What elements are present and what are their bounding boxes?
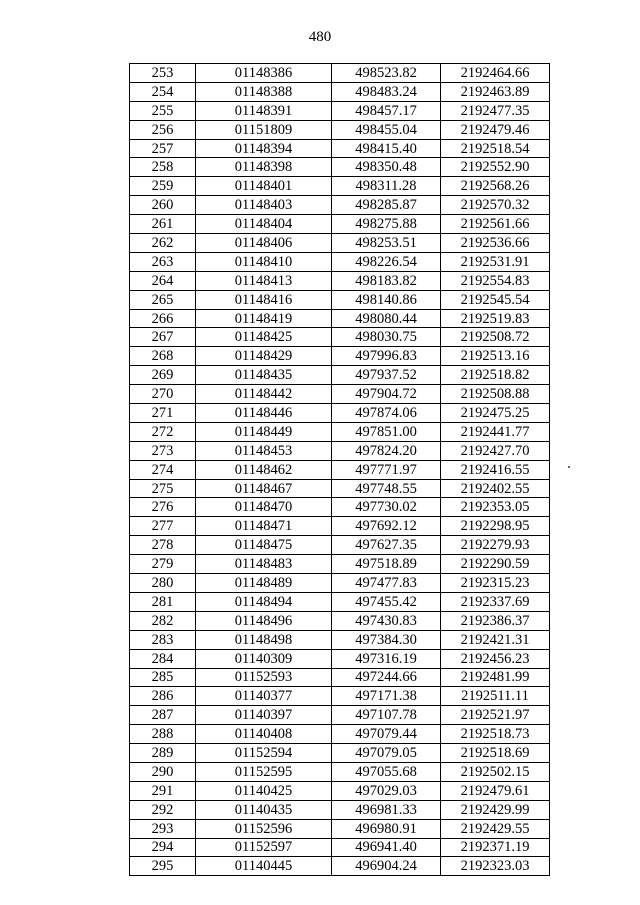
id-cell: 01140408 [196, 725, 332, 744]
coordinates-table [129, 63, 550, 876]
y-coordinate-cell: 2192518.73 [441, 725, 550, 744]
table-row [130, 196, 550, 215]
id-cell: 01140309 [196, 649, 332, 668]
y-coordinate-cell: 2192429.55 [441, 819, 550, 838]
table-row [130, 64, 550, 83]
table-row [130, 215, 550, 234]
row-index-cell: 257 [130, 139, 196, 158]
row-index-cell: 281 [130, 592, 196, 611]
id-cell: 01148386 [196, 64, 332, 83]
table-row [130, 668, 550, 687]
x-coordinate-cell: 497055.68 [332, 762, 441, 781]
x-coordinate-cell: 498350.48 [332, 158, 441, 177]
table-row [130, 574, 550, 593]
id-cell: 01140435 [196, 800, 332, 819]
x-coordinate-cell: 496904.24 [332, 857, 441, 876]
row-index-cell: 254 [130, 82, 196, 101]
id-cell: 01140445 [196, 857, 332, 876]
table-row [130, 441, 550, 460]
id-cell: 01148429 [196, 347, 332, 366]
id-cell: 01148419 [196, 309, 332, 328]
stray-mark [568, 466, 570, 468]
row-index-cell: 286 [130, 687, 196, 706]
table-row [130, 744, 550, 763]
row-index-cell: 280 [130, 574, 196, 593]
y-coordinate-cell: 2192570.32 [441, 196, 550, 215]
id-cell: 01148446 [196, 404, 332, 423]
id-cell: 01152594 [196, 744, 332, 763]
x-coordinate-cell: 498253.51 [332, 234, 441, 253]
y-coordinate-cell: 2192481.99 [441, 668, 550, 687]
row-index-cell: 256 [130, 120, 196, 139]
x-coordinate-cell: 497029.03 [332, 781, 441, 800]
y-coordinate-cell: 2192475.25 [441, 404, 550, 423]
x-coordinate-cell: 498030.75 [332, 328, 441, 347]
id-cell: 01152593 [196, 668, 332, 687]
x-coordinate-cell: 498183.82 [332, 271, 441, 290]
y-coordinate-cell: 2192519.83 [441, 309, 550, 328]
y-coordinate-cell: 2192508.72 [441, 328, 550, 347]
x-coordinate-cell: 497107.78 [332, 706, 441, 725]
x-coordinate-cell: 496980.91 [332, 819, 441, 838]
y-coordinate-cell: 2192429.99 [441, 800, 550, 819]
table-row [130, 592, 550, 611]
row-index-cell: 287 [130, 706, 196, 725]
y-coordinate-cell: 2192441.77 [441, 422, 550, 441]
table-row [130, 857, 550, 876]
y-coordinate-cell: 2192554.83 [441, 271, 550, 290]
y-coordinate-cell: 2192536.66 [441, 234, 550, 253]
row-index-cell: 261 [130, 215, 196, 234]
table-row [130, 479, 550, 498]
id-cell: 01140425 [196, 781, 332, 800]
x-coordinate-cell: 497384.30 [332, 630, 441, 649]
x-coordinate-cell: 496941.40 [332, 838, 441, 857]
x-coordinate-cell: 498455.04 [332, 120, 441, 139]
table-row [130, 630, 550, 649]
y-coordinate-cell: 2192456.23 [441, 649, 550, 668]
y-coordinate-cell: 2192290.59 [441, 555, 550, 574]
y-coordinate-cell: 2192531.91 [441, 252, 550, 271]
id-cell: 01151809 [196, 120, 332, 139]
table-row [130, 460, 550, 479]
table-row [130, 290, 550, 309]
x-coordinate-cell: 497518.89 [332, 555, 441, 574]
table-row [130, 385, 550, 404]
x-coordinate-cell: 497771.97 [332, 460, 441, 479]
y-coordinate-cell: 2192477.35 [441, 101, 550, 120]
id-cell: 01148413 [196, 271, 332, 290]
y-coordinate-cell: 2192552.90 [441, 158, 550, 177]
y-coordinate-cell: 2192279.93 [441, 536, 550, 555]
table-row [130, 517, 550, 536]
table-row [130, 781, 550, 800]
id-cell: 01148483 [196, 555, 332, 574]
id-cell: 01148475 [196, 536, 332, 555]
y-coordinate-cell: 2192511.11 [441, 687, 550, 706]
table-row [130, 838, 550, 857]
row-index-cell: 253 [130, 64, 196, 83]
x-coordinate-cell: 498483.24 [332, 82, 441, 101]
y-coordinate-cell: 2192568.26 [441, 177, 550, 196]
x-coordinate-cell: 498523.82 [332, 64, 441, 83]
row-index-cell: 269 [130, 366, 196, 385]
x-coordinate-cell: 497937.52 [332, 366, 441, 385]
id-cell: 01148496 [196, 611, 332, 630]
y-coordinate-cell: 2192402.55 [441, 479, 550, 498]
id-cell: 01148410 [196, 252, 332, 271]
y-coordinate-cell: 2192298.95 [441, 517, 550, 536]
x-coordinate-cell: 497627.35 [332, 536, 441, 555]
table-row [130, 649, 550, 668]
table-row [130, 611, 550, 630]
y-coordinate-cell: 2192337.69 [441, 592, 550, 611]
x-coordinate-cell: 498140.86 [332, 290, 441, 309]
x-coordinate-cell: 497996.83 [332, 347, 441, 366]
id-cell: 01148498 [196, 630, 332, 649]
table-row [130, 366, 550, 385]
row-index-cell: 260 [130, 196, 196, 215]
row-index-cell: 258 [130, 158, 196, 177]
row-index-cell: 273 [130, 441, 196, 460]
y-coordinate-cell: 2192479.61 [441, 781, 550, 800]
id-cell: 01148391 [196, 101, 332, 120]
id-cell: 01152595 [196, 762, 332, 781]
id-cell: 01148394 [196, 139, 332, 158]
id-cell: 01152596 [196, 819, 332, 838]
row-index-cell: 263 [130, 252, 196, 271]
id-cell: 01148406 [196, 234, 332, 253]
y-coordinate-cell: 2192561.66 [441, 215, 550, 234]
id-cell: 01148467 [196, 479, 332, 498]
y-coordinate-cell: 2192416.55 [441, 460, 550, 479]
row-index-cell: 284 [130, 649, 196, 668]
id-cell: 01148404 [196, 215, 332, 234]
y-coordinate-cell: 2192521.97 [441, 706, 550, 725]
table-body [130, 64, 550, 876]
row-index-cell: 294 [130, 838, 196, 857]
x-coordinate-cell: 498285.87 [332, 196, 441, 215]
x-coordinate-cell: 497824.20 [332, 441, 441, 460]
id-cell: 01140397 [196, 706, 332, 725]
y-coordinate-cell: 2192323.03 [441, 857, 550, 876]
x-coordinate-cell: 497730.02 [332, 498, 441, 517]
row-index-cell: 271 [130, 404, 196, 423]
row-index-cell: 274 [130, 460, 196, 479]
y-coordinate-cell: 2192427.70 [441, 441, 550, 460]
x-coordinate-cell: 497079.05 [332, 744, 441, 763]
page-number: 480 [308, 29, 332, 45]
y-coordinate-cell: 2192463.89 [441, 82, 550, 101]
table-row [130, 234, 550, 253]
id-cell: 01148401 [196, 177, 332, 196]
y-coordinate-cell: 2192353.05 [441, 498, 550, 517]
x-coordinate-cell: 497171.38 [332, 687, 441, 706]
table-row [130, 800, 550, 819]
x-coordinate-cell: 498080.44 [332, 309, 441, 328]
x-coordinate-cell: 498415.40 [332, 139, 441, 158]
y-coordinate-cell: 2192315.23 [441, 574, 550, 593]
y-coordinate-cell: 2192545.54 [441, 290, 550, 309]
table-row [130, 404, 550, 423]
row-index-cell: 295 [130, 857, 196, 876]
id-cell: 01148470 [196, 498, 332, 517]
table-row [130, 82, 550, 101]
x-coordinate-cell: 498311.28 [332, 177, 441, 196]
table-row [130, 120, 550, 139]
table-row [130, 139, 550, 158]
id-cell: 01148435 [196, 366, 332, 385]
table-row [130, 101, 550, 120]
row-index-cell: 285 [130, 668, 196, 687]
y-coordinate-cell: 2192518.69 [441, 744, 550, 763]
y-coordinate-cell: 2192386.37 [441, 611, 550, 630]
id-cell: 01148471 [196, 517, 332, 536]
id-cell: 01148489 [196, 574, 332, 593]
row-index-cell: 279 [130, 555, 196, 574]
id-cell: 01148403 [196, 196, 332, 215]
table-row [130, 158, 550, 177]
table-row [130, 271, 550, 290]
id-cell: 01140377 [196, 687, 332, 706]
row-index-cell: 293 [130, 819, 196, 838]
table-row [130, 687, 550, 706]
table-row [130, 536, 550, 555]
row-index-cell: 272 [130, 422, 196, 441]
x-coordinate-cell: 497477.83 [332, 574, 441, 593]
y-coordinate-cell: 2192371.19 [441, 838, 550, 857]
row-index-cell: 292 [130, 800, 196, 819]
x-coordinate-cell: 496981.33 [332, 800, 441, 819]
row-index-cell: 283 [130, 630, 196, 649]
row-index-cell: 290 [130, 762, 196, 781]
y-coordinate-cell: 2192513.16 [441, 347, 550, 366]
x-coordinate-cell: 498226.54 [332, 252, 441, 271]
x-coordinate-cell: 497851.00 [332, 422, 441, 441]
id-cell: 01148442 [196, 385, 332, 404]
row-index-cell: 291 [130, 781, 196, 800]
y-coordinate-cell: 2192518.54 [441, 139, 550, 158]
row-index-cell: 268 [130, 347, 196, 366]
table-row [130, 309, 550, 328]
table-row [130, 422, 550, 441]
id-cell: 01152597 [196, 838, 332, 857]
x-coordinate-cell: 498275.88 [332, 215, 441, 234]
table-row [130, 177, 550, 196]
row-index-cell: 267 [130, 328, 196, 347]
id-cell: 01148494 [196, 592, 332, 611]
y-coordinate-cell: 2192464.66 [441, 64, 550, 83]
row-index-cell: 264 [130, 271, 196, 290]
id-cell: 01148388 [196, 82, 332, 101]
id-cell: 01148425 [196, 328, 332, 347]
id-cell: 01148398 [196, 158, 332, 177]
table-row [130, 725, 550, 744]
y-coordinate-cell: 2192479.46 [441, 120, 550, 139]
x-coordinate-cell: 497455.42 [332, 592, 441, 611]
y-coordinate-cell: 2192518.82 [441, 366, 550, 385]
x-coordinate-cell: 497692.12 [332, 517, 441, 536]
x-coordinate-cell: 497748.55 [332, 479, 441, 498]
id-cell: 01148449 [196, 422, 332, 441]
row-index-cell: 265 [130, 290, 196, 309]
row-index-cell: 255 [130, 101, 196, 120]
table-row [130, 498, 550, 517]
row-index-cell: 270 [130, 385, 196, 404]
x-coordinate-cell: 497874.06 [332, 404, 441, 423]
table-row [130, 252, 550, 271]
y-coordinate-cell: 2192508.88 [441, 385, 550, 404]
table-row [130, 555, 550, 574]
row-index-cell: 277 [130, 517, 196, 536]
x-coordinate-cell: 497904.72 [332, 385, 441, 404]
row-index-cell: 278 [130, 536, 196, 555]
row-index-cell: 259 [130, 177, 196, 196]
row-index-cell: 289 [130, 744, 196, 763]
x-coordinate-cell: 497079.44 [332, 725, 441, 744]
row-index-cell: 262 [130, 234, 196, 253]
row-index-cell: 288 [130, 725, 196, 744]
x-coordinate-cell: 498457.17 [332, 101, 441, 120]
row-index-cell: 275 [130, 479, 196, 498]
table-row [130, 819, 550, 838]
row-index-cell: 266 [130, 309, 196, 328]
id-cell: 01148462 [196, 460, 332, 479]
table-row [130, 347, 550, 366]
x-coordinate-cell: 497316.19 [332, 649, 441, 668]
table-row [130, 328, 550, 347]
y-coordinate-cell: 2192502.15 [441, 762, 550, 781]
table-row [130, 762, 550, 781]
id-cell: 01148416 [196, 290, 332, 309]
x-coordinate-cell: 497430.83 [332, 611, 441, 630]
row-index-cell: 282 [130, 611, 196, 630]
table-row [130, 706, 550, 725]
y-coordinate-cell: 2192421.31 [441, 630, 550, 649]
row-index-cell: 276 [130, 498, 196, 517]
x-coordinate-cell: 497244.66 [332, 668, 441, 687]
id-cell: 01148453 [196, 441, 332, 460]
